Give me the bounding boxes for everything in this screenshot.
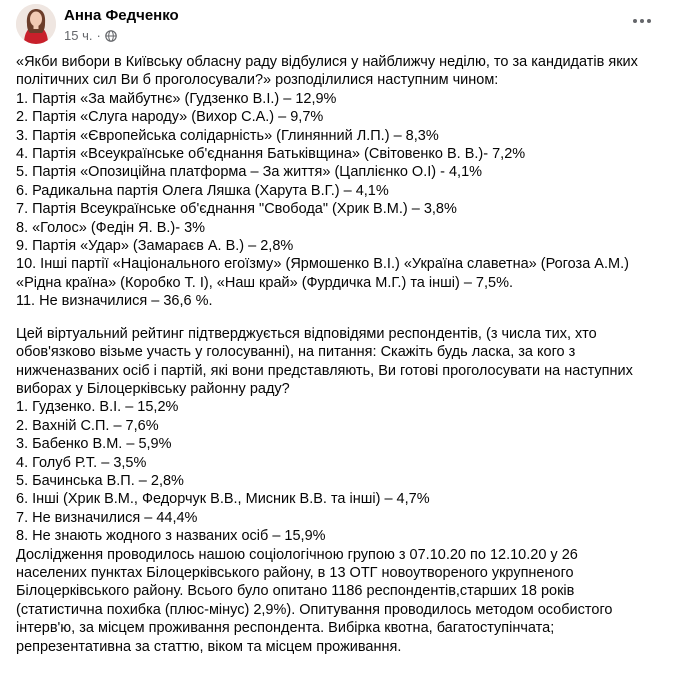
list-item: 4. Партія «Всеукраїнське об'єднання Батьківщина» (Світовенко В. В.)- 7,2% — [16, 146, 526, 163]
text-line: інтерв'ю, за місцем проживання респондента. Вибірка квотна, багатоступінчата; — [16, 620, 555, 637]
list-item: 3. Бабенко В.М. – 5,9% — [16, 436, 172, 453]
list-item: 1. Гудзенко. В.І. – 15,2% — [16, 399, 179, 416]
text-line: репрезентативна за статтю, віком та місцем проживання. — [16, 638, 402, 655]
text-line: Цей віртуальний рейтинг підтверджується відповідями респондентів, (з числа тих, хто — [16, 325, 597, 342]
text-line: виборах у Білоцерківську районну раду? — [16, 380, 290, 397]
list-item: 7. Не визначилися – 44,4% — [16, 509, 198, 526]
post-header — [16, 4, 656, 48]
author-avatar[interactable] — [16, 4, 56, 44]
list-item: 9. Партія «Удар» (Замараєв А. В.) – 2,8% — [16, 238, 294, 255]
list-item: 2. Партія «Слуга народу» (Вихор С.А.) – 9,7% — [16, 109, 324, 126]
text-line: політичних сил Ви б проголосували?» розподілилися наступним чином: — [16, 72, 499, 89]
globe-icon[interactable] — [105, 30, 117, 42]
author-name[interactable]: Анна Федченко — [64, 7, 179, 24]
list-item: 6. Інші (Хрик В.М., Федорчук В.В., Мисник В.В. та інші) – 4,7% — [16, 491, 430, 508]
paragraph-gap — [16, 311, 661, 325]
text-line: Білоцерківського району. Всього було опитано 1186 респондентів,старших 18 років — [16, 583, 575, 600]
list-item: 10. Інші партії «Національного егоїзму» (Ярмошенко В.І.) «Україна славетна» (Рогоза А.М.) — [16, 256, 629, 273]
list-item: 4. Голуб Р.Т. – 3,5% — [16, 454, 147, 471]
list-item: «Рідна країна» (Коробко Т. І), «Наш край» (Фурдичка М.Г.) та інші) – 7,5%. — [16, 274, 514, 291]
text-line: Дослідження проводилось нашою соціологічною групою з 07.10.20 по 12.10.20 у 26 — [16, 546, 578, 563]
list-item: 6. Радикальна партія Олега Ляшка (Харута В.Г.) – 4,1% — [16, 182, 389, 199]
list-item: 3. Партія «Європейська солідарність» (Глинянний Л.П.) – 8,3% — [16, 127, 439, 144]
list-item: 5. Партія «Опозиційна платформа – За життя» (Цаплієнко О.І) - 4,1% — [16, 164, 483, 181]
text-line: населених пунктах Білоцерківського району, в 13 ОТГ новоутвореного укрупненого — [16, 564, 574, 581]
post-text — [16, 53, 661, 656]
text-line: нижченазваних осіб і партій, які вони представляють, Ви готові проголосувати на наступних — [16, 362, 633, 379]
more-options-icon[interactable] — [628, 10, 656, 32]
avatar-image — [16, 4, 56, 44]
text-line: (статистична похибка (плюс-мінус) 2,9%). Опитування проводилось методом особистого — [16, 601, 613, 618]
list-item: 8. «Голос» (Федін Я. В.)- 3% — [16, 219, 206, 236]
list-item: 5. Бачинська В.П. – 2,8% — [16, 472, 184, 489]
meta-separator: · — [96, 28, 101, 43]
post-meta — [64, 28, 117, 43]
list-item: 11. Не визначилися – 36,6 %. — [16, 293, 213, 310]
list-item: 7. Партія Всеукраїнське об'єднання "Свобода" (Хрик В.М.) – 3,8% — [16, 201, 457, 218]
list-item: 8. Не знають жодного з названих осіб – 15,9% — [16, 528, 326, 545]
list-item: 1. Партія «За майбутнє» (Гудзенко В.І.) – 12,9% — [16, 90, 337, 107]
post-time[interactable]: 15 ч. — [64, 28, 93, 43]
list-item: 2. Вахній С.П. – 7,6% — [16, 417, 159, 434]
text-line: «Якби вибори в Київську обласну раду відбулися у найближчу неділю, то за кандидатів яких — [16, 54, 638, 70]
text-line: обов'язково візьме участь у голосуванні), на питання: Скажіть будь ласка, за кого з — [16, 344, 576, 361]
